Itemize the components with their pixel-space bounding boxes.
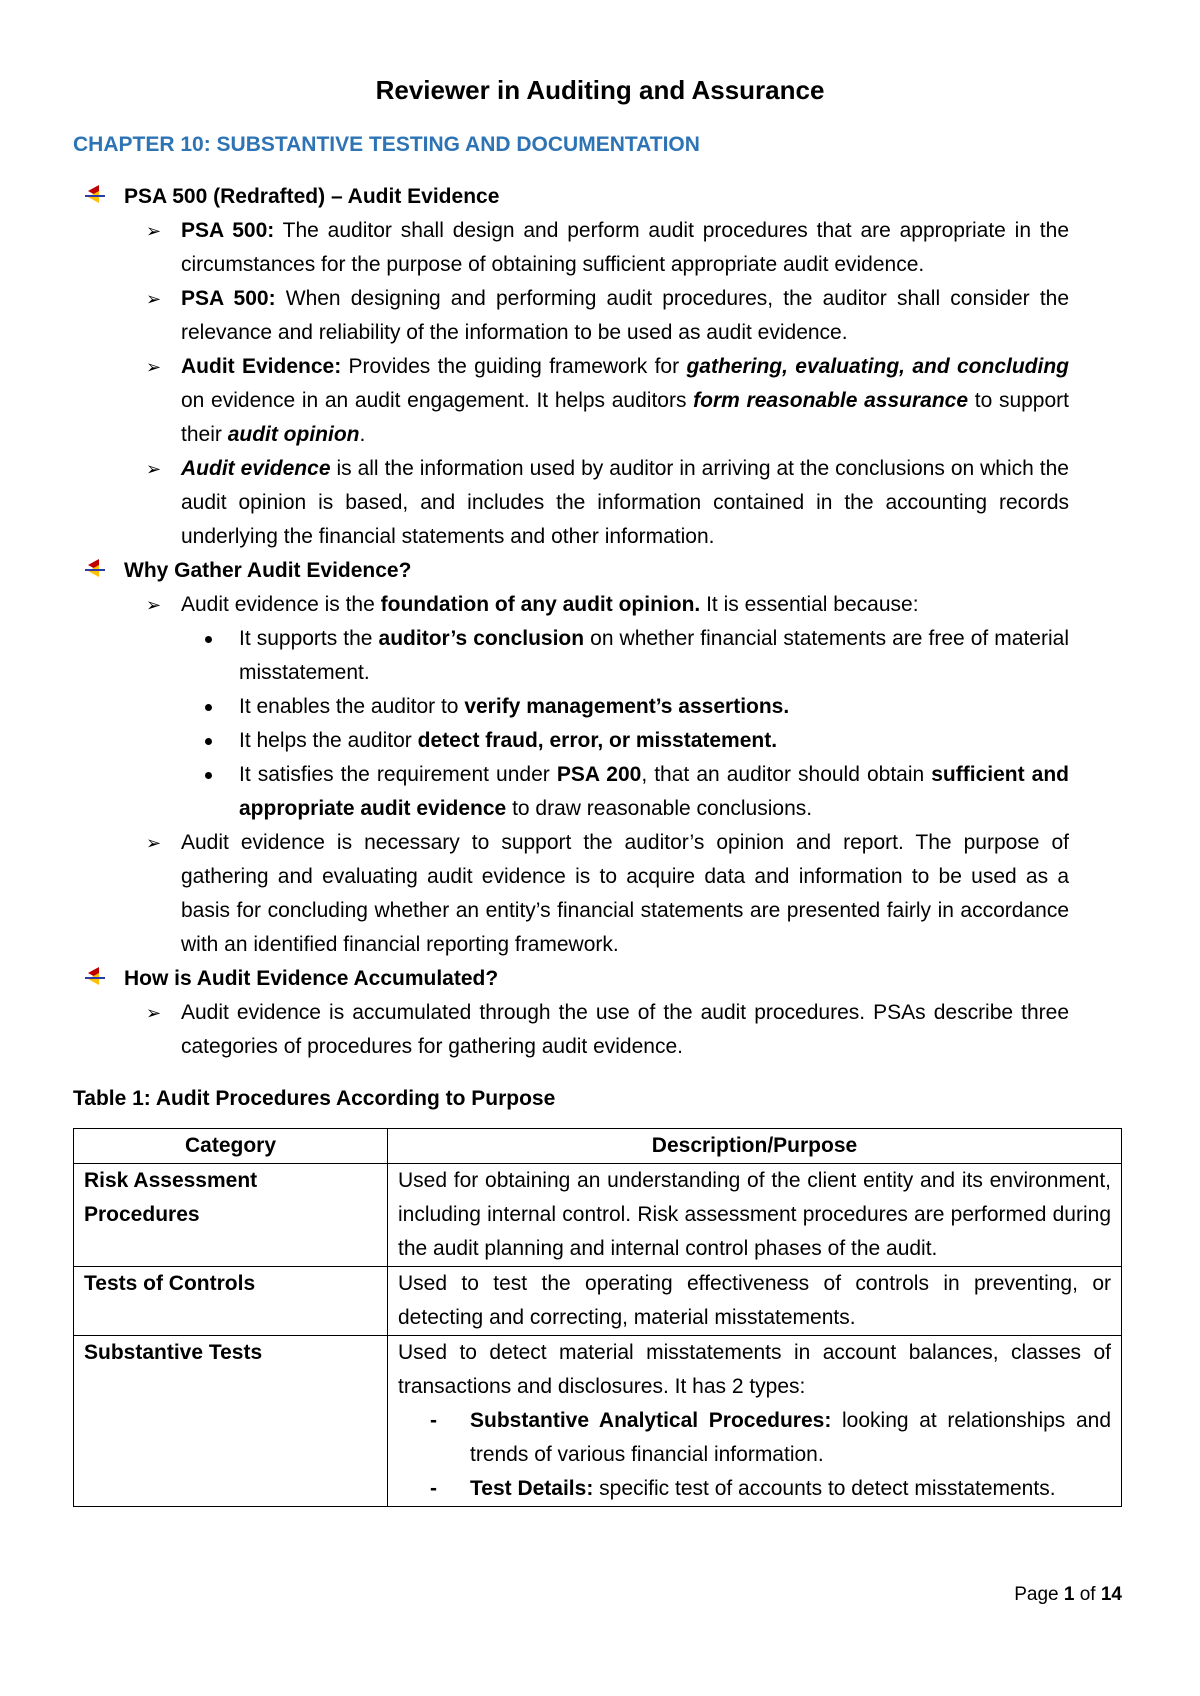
type-item: [398, 1404, 1111, 1472]
table-row: [74, 1267, 1122, 1336]
pushpin-bullet-icon: [84, 559, 106, 581]
arrow-bullet-icon: ➢: [146, 595, 162, 615]
item-bold: foundation of any audit opinion.: [380, 593, 701, 616]
type-item: [398, 1472, 1111, 1506]
chapter-heading: CHAPTER 10: SUBSTANTIVE TESTING AND DOCUMENTATION: [73, 133, 700, 156]
sub-bullet-item: [0, 758, 1200, 826]
item-bold: PSA 200: [556, 763, 642, 786]
item-text: Audit evidence is accumulated through the use of the audit procedures. PSAs describe three categories of procedures for gathering audit evidence.: [181, 1001, 1069, 1058]
table-row: [74, 1164, 1122, 1267]
description-cell: Used to test the operating effectiveness of controls in preventing, or detecting and correcting, material misstatements.: [388, 1267, 1122, 1336]
sub-bullet-item: [0, 690, 1200, 724]
arrow-bullet-icon: ➢: [146, 1003, 162, 1023]
document-title: Reviewer in Auditing and Assurance: [375, 75, 825, 105]
pushpin-bullet-icon: [84, 967, 106, 989]
section-heading-text: Why Gather Audit Evidence?: [124, 559, 412, 582]
type-text: looking at relationships and trends of various financial information.: [470, 1409, 1112, 1466]
sub-bullet-item: [0, 622, 1200, 690]
item-bold: Audit Evidence:: [181, 355, 342, 378]
item-text: to draw reasonable conclusions.: [506, 797, 813, 820]
arrow-bullet-icon: ➢: [146, 289, 162, 309]
column-header: Category: [74, 1129, 388, 1164]
description-text: Used to detect material misstatements in account balances, classes of transactions and disclosures. It has 2 types:: [398, 1341, 1111, 1398]
audit-procedures-table: [73, 1128, 1122, 1507]
item-bold-italic: gathering, evaluating, and concluding: [686, 355, 1070, 378]
round-bullet-icon: [205, 704, 212, 711]
item-text: It is essential because:: [700, 593, 919, 616]
item-bold: detect fraud, error, or misstatement.: [417, 729, 778, 752]
item-text: to support their: [181, 389, 1069, 446]
item-text: It satisfies the requirement under: [239, 763, 557, 786]
page-number: [1014, 1580, 1122, 1610]
list-item: [0, 282, 1200, 350]
item-text: Audit evidence is the: [181, 593, 381, 616]
item-bold: PSA 500:: [181, 219, 275, 242]
item-text: It supports the: [239, 627, 379, 650]
type-text: specific test of accounts to detect misstatements.: [593, 1477, 1056, 1500]
table-row: [74, 1336, 1122, 1507]
item-bold: PSA 500:: [181, 287, 276, 310]
item-text: The auditor shall design and perform audit procedures that are appropriate in the circumstances for the purpose of obtaining sufficient appropriate audit evidence.: [181, 219, 1069, 276]
column-header: Description/Purpose: [388, 1129, 1122, 1164]
description-cell: Used for obtaining an understanding of the client entity and its environment, including internal control. Risk assessment procedures are performed during the audit planning and internal control phases of the audit.: [388, 1164, 1122, 1267]
item-text: It helps the auditor: [239, 729, 418, 752]
arrow-bullet-icon: ➢: [146, 833, 162, 853]
list-item: [0, 350, 1200, 452]
category-cell: Tests of Controls: [74, 1267, 388, 1336]
of-word: of: [1079, 1584, 1096, 1605]
page-word: Page: [1014, 1584, 1059, 1605]
section-heading-psa500: [0, 180, 1200, 214]
arrow-bullet-icon: ➢: [146, 357, 162, 377]
description-cell: [388, 1336, 1122, 1507]
arrow-bullet-icon: ➢: [146, 459, 162, 479]
round-bullet-icon: [205, 772, 212, 779]
table-header-row: [74, 1129, 1122, 1164]
section-heading-text: PSA 500 (Redrafted) – Audit Evidence: [124, 185, 500, 208]
item-text: on whether financial statements are free of material misstatement.: [239, 627, 1069, 684]
item-bold: sufficient and appropriate audit evidence: [239, 763, 1069, 820]
item-text: on evidence in an audit engagement. It helps auditors: [181, 389, 694, 412]
list-item: [0, 452, 1200, 554]
sub-bullet-item: [0, 724, 1200, 758]
document-body: [0, 180, 1200, 1064]
list-item: [0, 588, 1200, 622]
pushpin-bullet-icon: [84, 185, 106, 207]
section-heading-why: [0, 554, 1200, 588]
list-item: [0, 826, 1200, 962]
dash-bullet: -: [430, 1477, 437, 1500]
list-item: [0, 214, 1200, 282]
current-page: 1: [1063, 1584, 1075, 1605]
arrow-bullet-icon: ➢: [146, 221, 162, 241]
item-text: When designing and performing audit procedures, the auditor shall consider the relevance and reliability of the information to be used as audit evidence.: [181, 287, 1070, 344]
item-text: is all the information used by auditor in arriving at the conclusions on which the audit opinion is based, and includes the information contained in the accounting records underlying the financial statements and other information.: [181, 457, 1069, 548]
type-name: Substantive Analytical Procedures:: [470, 1409, 832, 1432]
table-caption: Table 1: Audit Procedures According to Purpose: [73, 1087, 556, 1110]
item-text: Audit evidence is necessary to support the auditor’s opinion and report. The purpose of gathering and evaluating audit evidence is to acquire data and information to be used as a basis for concluding whether an entity’s financial statements are presented fairly in accordance with an identified financial reporting framework.: [181, 831, 1069, 956]
list-item: [0, 996, 1200, 1064]
item-text: .: [359, 423, 366, 446]
item-text: It enables the auditor to: [239, 695, 465, 718]
round-bullet-icon: [205, 738, 212, 745]
item-bold-italic: form reasonable assurance: [693, 389, 969, 412]
item-text: Provides the guiding framework for: [341, 355, 687, 378]
section-heading-how: [0, 962, 1200, 996]
section-heading-text: How is Audit Evidence Accumulated?: [124, 967, 499, 990]
item-bold: auditor’s conclusion: [378, 627, 585, 650]
category-cell: Risk Assessment Procedures: [74, 1164, 388, 1267]
type-name: Test Details:: [470, 1477, 594, 1500]
item-text: , that an auditor should obtain: [641, 763, 932, 786]
total-pages: 14: [1100, 1584, 1122, 1605]
round-bullet-icon: [205, 636, 212, 643]
item-bold-italic: audit opinion: [227, 423, 360, 446]
category-cell: Substantive Tests: [74, 1336, 388, 1507]
dash-bullet: -: [430, 1409, 437, 1432]
item-bold: verify management’s assertions.: [464, 695, 790, 718]
item-bold-italic: Audit evidence: [181, 457, 331, 480]
